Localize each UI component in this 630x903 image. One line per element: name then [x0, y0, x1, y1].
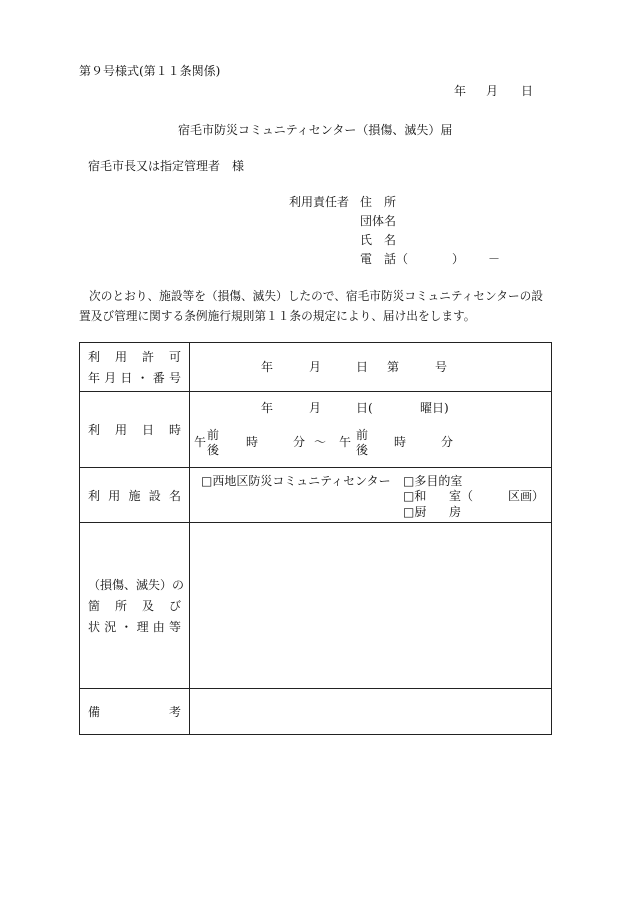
label-char: 利: [88, 423, 101, 437]
addressee: 宿毛市長又は指定管理者 様: [88, 159, 245, 173]
am-label: 前: [207, 428, 220, 442]
pm-label: 後: [207, 443, 220, 457]
label-char: 利: [88, 488, 101, 503]
permit-year: 年: [261, 360, 274, 374]
permit-value-cell: [190, 343, 552, 392]
permit-label-line1: [80, 348, 189, 365]
row-remarks: [80, 689, 552, 735]
label-char: 月: [104, 371, 117, 385]
row-facility: [80, 468, 552, 523]
room-japanese-b: 室（: [449, 489, 474, 503]
permit-dai: 第: [387, 360, 400, 374]
label-char: 施: [128, 488, 141, 503]
body-text-line1: 次のとおり、施設等を（損傷、滅失）したので、宿毛市防災コミュニティセンターの設: [89, 289, 543, 303]
usage-day-open: 日(: [356, 401, 373, 415]
date-day-label: 日: [521, 84, 534, 98]
end-minute-label: 分: [441, 435, 454, 449]
permit-month: 月: [309, 360, 322, 374]
usage-year: 年: [261, 401, 274, 415]
facility-value-cell: [190, 468, 552, 523]
damage-label-line3: [88, 618, 181, 635]
end-hour-label: 時: [394, 435, 407, 449]
usage-datetime-value-cell: [190, 392, 552, 468]
room-kitchen-b: 房: [449, 505, 462, 519]
start-minute-label: 分: [293, 435, 306, 449]
damage-label-line2: [88, 597, 181, 614]
permit-label-line2: [80, 369, 189, 386]
label-char: 号: [168, 371, 181, 385]
form-table: [79, 342, 552, 735]
room-checkbox-kitchen-a[interactable]: □厨: [403, 505, 427, 519]
label-char: 名: [168, 488, 181, 503]
label-char: ・: [136, 371, 149, 385]
body-text-line2: 置及び管理に関する条例施行規則第１１条の規定により、届け出をします。: [79, 309, 476, 323]
damage-label-line1: （損傷、滅失）の: [88, 578, 185, 592]
applicant-role-label: 利用責任者: [289, 195, 350, 209]
applicant-address-label: 住 所: [360, 195, 397, 209]
label-char: 用: [114, 423, 127, 437]
range-tilde: ～: [314, 435, 327, 449]
date-year-label: 年: [454, 84, 467, 98]
label-char: 日: [141, 423, 154, 437]
usage-weekday-close: 曜日): [420, 401, 449, 415]
label-char: 用: [114, 350, 127, 364]
usage-datetime-label-cell: [80, 392, 190, 468]
facility-label: [80, 487, 189, 504]
document-title: 宿毛市防災コミュニティセンター（損傷、滅失）届: [178, 123, 453, 137]
permit-day: 日: [356, 360, 369, 374]
label-char: 及: [141, 599, 154, 613]
label-char: 利: [88, 350, 101, 364]
label-char: ・: [120, 620, 133, 634]
applicant-phone-label: 電 話（: [360, 252, 409, 266]
room-japanese-c: 区画）: [508, 489, 545, 503]
label-char: 由: [152, 620, 165, 634]
label-char: 所: [114, 599, 127, 613]
form-number: 第９号様式(第１１条関係): [79, 64, 221, 78]
remarks-label: [80, 703, 189, 720]
label-char: 理: [136, 620, 149, 634]
applicant-name-label: 氏 名: [360, 233, 397, 247]
permit-label-cell: [80, 343, 190, 392]
usage-month: 月: [309, 401, 322, 415]
remarks-label-cell: [80, 689, 190, 735]
label-char: 等: [168, 620, 181, 634]
label-char: 状: [88, 620, 101, 634]
applicant-phone-dash: －: [488, 252, 501, 266]
end-go: 午: [339, 435, 352, 449]
start-go: 午: [194, 435, 207, 449]
start-hour-label: 時: [246, 435, 259, 449]
label-char: 年: [88, 371, 101, 385]
label-char: 箇: [88, 599, 101, 613]
label-char: 日: [120, 371, 133, 385]
room-checkbox-multipurpose[interactable]: □多目的室: [403, 474, 463, 488]
damage-label-cell: [80, 523, 190, 689]
date-month-label: 月: [486, 84, 499, 98]
label-char: 許: [141, 350, 154, 364]
label-char: 考: [168, 705, 181, 719]
facility-checkbox-west[interactable]: □西地区防災コミュニティセンター: [201, 474, 391, 488]
label-char: 番: [152, 371, 165, 385]
row-usage-datetime: [80, 392, 552, 468]
label-char: び: [168, 599, 181, 613]
start-ampm: [207, 428, 219, 458]
room-checkbox-japanese-a[interactable]: □和: [403, 489, 427, 503]
facility-label-cell: [80, 468, 190, 523]
damage-value-cell[interactable]: [190, 523, 552, 689]
permit-gou: 号: [435, 360, 448, 374]
am-label: 前: [356, 428, 369, 442]
applicant-phone-paren-close: ）: [452, 252, 465, 266]
end-ampm: [356, 428, 368, 458]
label-char: 況: [104, 620, 117, 634]
label-char: 備: [88, 705, 101, 719]
applicant-group-label: 団体名: [360, 214, 397, 228]
label-char: 設: [148, 488, 161, 503]
label-char: 時: [168, 423, 181, 437]
row-damage: [80, 523, 552, 689]
label-char: 用: [108, 488, 121, 503]
label-char: 可: [168, 350, 181, 364]
remarks-value-cell[interactable]: [190, 689, 552, 735]
usage-datetime-label: [80, 421, 189, 438]
pm-label: 後: [356, 443, 369, 457]
row-permit: [80, 343, 552, 392]
